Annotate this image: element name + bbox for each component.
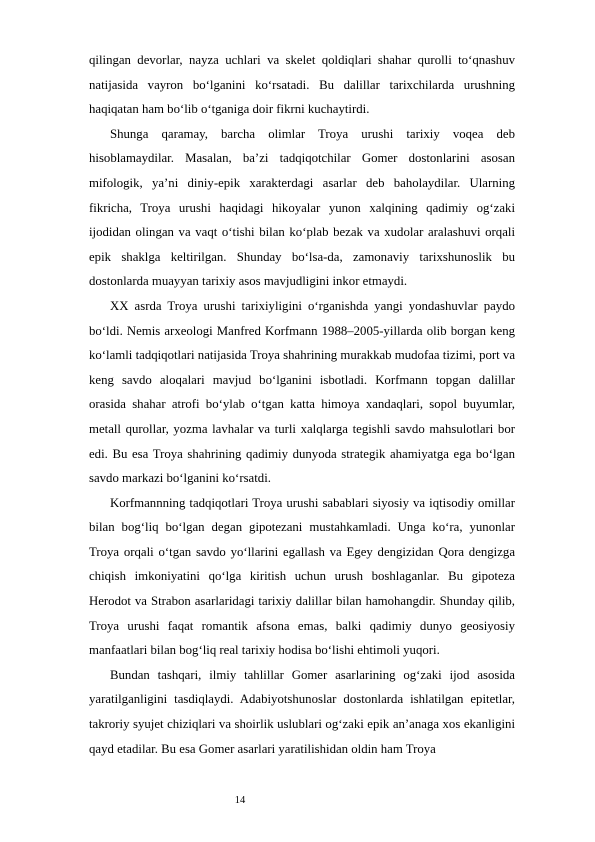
paragraph-korfmann-research: XX asrda Troya urushi tarixiyligini o‘rganishda yangi yondashuvlar paydo bo‘ldi. Nemis arxeologi Manfred Korfmann 1988–2005-yillarda olib borgan keng ko‘lamli tadqiqotlari natijasida Troya shahrining murakkab mudofaa tizimi, port va keng savdo aloqalari mavjud bo‘lganini isbotladi. Korfmann topgan dalillar orasida shahar atrofi bo‘ylab o‘tgan katta himoya xandaqlari, sopol buyumlar, metall qurollar, yozma lavhalar va turli xalqlarga tegishli savdo mahsulotlari bor edi. Bu esa Troya shahrining qadimiy dunyoda strategik ahamiyatga ega bo‘lgan savdo markazi bo‘lganini ko‘rsatdi.	[89, 298, 515, 486]
paragraph-scholars-views: Shunga qaramay, barcha olimlar Troya urushi tarixiy voqea deb hisoblamaydilar. Masalan, ba’zi tadqiqotchilar Gomer dostonlarini asosan mifologik, ya’ni diniy-epik xarakterdagi asarlar deb baholaydilar. Ularning fikricha, Troya urushi haqidagi hikoyalar yunon xalqining qadimiy og‘zaki ijodidan olingan va vaqt o‘tishi bilan ko‘plab bezak va xudolar aralashuvi orqali epik shaklga keltirilgan. Shunday bo‘lsa-da, zamonaviy tarixshunoslik bu dostonlarda muayyan tarixiy asos mavjudligini inkor etmaydi.	[89, 126, 515, 289]
paragraph-oral-tradition: Bundan tashqari, ilmiy tahlillar Gomer asarlarining og‘zaki ijod asosida yaratilganligini tasdiqlaydi. Adabiyotshunoslar dostonlarda ishlatilgan epitetlar, takroriy syujet chiziqlari va shoirlik uslublari og‘zaki epik an’anaga xos ekanligini qayd etadilar. Bu esa Gomer asarlari yaratilishidan oldin ham Troya	[89, 667, 515, 756]
paragraph-continuation: qilingan devorlar, nayza uchlari va skelet qoldiqlari shahar qurolli to‘qnashuv natijasida vayron bo‘lganini ko‘rsatadi. Bu dalillar tarixchilarda urushning haqiqatan ham bo‘lib o‘tganiga doir fikrni kuchaytirdi.	[89, 53, 515, 117]
paragraph-war-causes: Korfmannning tadqiqotlari Troya urushi sabablari siyosiy va iqtisodiy omillar bilan bog‘liq bo‘lgan degan gipotezani mustahkamladi. Unga ko‘ra, yunonlar Troya orqali o‘tgan savdo yo‘llarini egallash va Egey dengizidan Qora dengizga chiqish imkoniyatini qo‘lga kiritish uchun urush boshlaganlar. Bu gipoteza Herodot va Strabon asarlaridagi tarixiy dalillar bilan hamohangdir. Shunday qilib, Troya urushi faqat romantik afsona emas, balki qadimiy dunyo geosiyosiy manfaatlari bilan bog‘liq real tarixiy hodisa bo‘lishi ehtimoli yuqori.	[89, 495, 515, 658]
page-number: 14	[234, 795, 246, 806]
document-page	[89, 48, 515, 761]
